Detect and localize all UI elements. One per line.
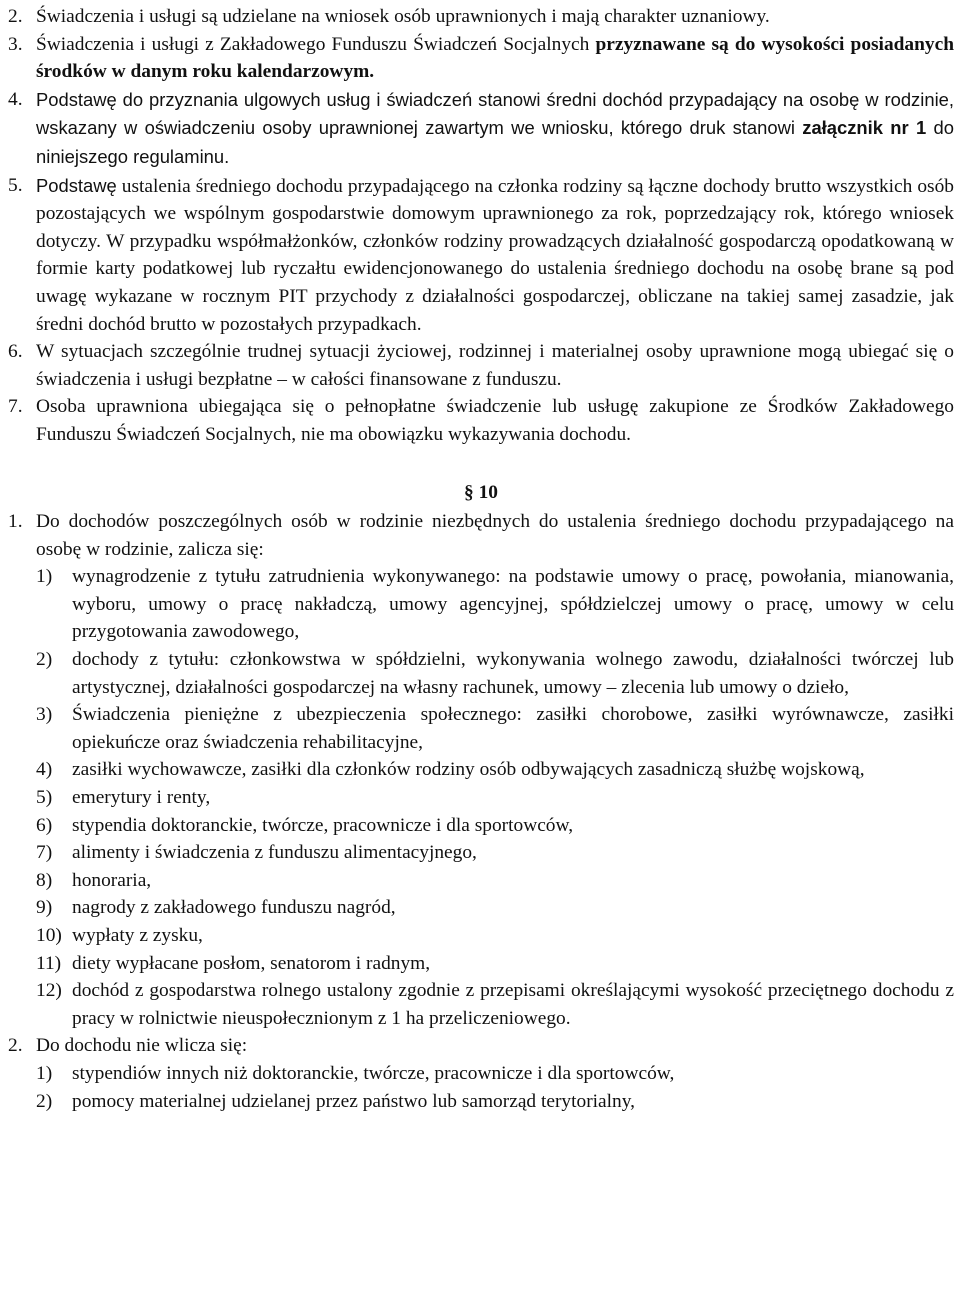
sub-item-number: 2) [36, 1090, 53, 1112]
sub-list-item [36, 784, 954, 812]
section-heading: § 10 [464, 481, 498, 503]
sub-item-number: 9) [36, 897, 53, 919]
list-item [8, 338, 954, 393]
sub-list-item [36, 563, 954, 646]
sub-item-number: 3) [36, 704, 53, 726]
item-text-plain: Świadczenia i usługi z Zakładowego Funduszu Świadczeń Socjalnych [36, 33, 596, 55]
sub-list-item [36, 812, 954, 840]
sub-list [8, 563, 954, 1032]
sub-item-text: pomocy materialnej udzielanej przez państwo lub samorząd terytorialny, [72, 1090, 636, 1112]
item-text: Do dochodów poszczególnych osób w rodzinie niezbędnych do ustalenia średniego dochodu przypadającego na osobę w rodzinie, zalicza się: [36, 511, 954, 560]
item-text [36, 172, 954, 339]
list-item [8, 31, 954, 86]
sub-item-text: wypłaty z zysku, [72, 925, 203, 946]
attachment-reference: załącznik nr 1 [802, 117, 927, 139]
sub-item-text: dochody z tytułu: członkowstwa w spółdzielni, wykonywania wolnego zawodu, działalności twórczej lub artystycznej, działalności gospodarczej na własny rachunek, umowy – zlecenia lub umowy o dzieło, [72, 649, 954, 698]
item-number: 5. [8, 174, 23, 196]
item-text-post: do niniejszego regulaminu. [36, 117, 954, 167]
sub-item-number: 8) [36, 869, 53, 891]
sub-item-number: 1) [36, 566, 53, 588]
sub-item-number: 10) [36, 925, 62, 946]
sub-item-text: nagrody z zakładowego funduszu nagród, [72, 897, 396, 919]
list-item [8, 172, 954, 339]
sub-list-item [36, 839, 954, 867]
sub-list-item [36, 756, 954, 784]
sub-item-number: 12) [36, 980, 62, 1002]
item-text-pre: Podstawę do przyznania ulgowych usług i świadczeń stanowi średni dochód przypadający na osobę w rodzinie, wskazany w oświadczeniu osoby uprawnionej zawartym we wniosku, którego druk stanowi [36, 88, 954, 139]
sub-item-text: emerytury i renty, [72, 787, 211, 809]
item-text: W sytuacjach szczególnie trudnej sytuacji życiowej, rodzinnej i materialnej osoby uprawnione mogą ubiegać się o świadczenia i usługi bezpłatne – w całości finansowane z funduszu. [36, 341, 954, 390]
item-text-rest: ustalenia średniego dochodu przypadającego na członka rodziny są łączne dochody brutto wszystkich osób pozostających we wspólnym gospodarstwie domowym uprawnionego za rok, poprzedzający rok, którego wniosek dotyczy. W przypadku współmałżonków, członków rodziny prowadzących działalność gospodarczą opodatkowaną w formie karty podatkowej lub ryczałtu ewidencjonowanego do ustalenia średniego dochodu na osobę brane są pod uwagę wykazane w rocznym PIT przychody z działalności gospodarczej, obliczane na takiej samej zasadzie, jak średni dochód brutto w pozostałych przypadkach. [36, 175, 954, 335]
sub-item-text: stypendiów innych niż doktoranckie, twórcze, pracownicze i dla sportowców, [72, 1062, 675, 1084]
item-number: 1. [8, 511, 23, 533]
sub-list-item [36, 977, 954, 1032]
list-item [8, 86, 954, 172]
sub-item-text: zasiłki wychowawcze, zasiłki dla członków rodziny osób odbywających zasadniczą służbę wojskową, [72, 759, 865, 781]
sub-item-number: 1) [36, 1062, 53, 1084]
sub-list-item [36, 1088, 954, 1116]
sub-item-text: dochód z gospodarstwa rolnego ustalony zgodnie z przepisami określającymi wysokość przeciętnego dochodu z pracy w rolnictwie nieuspołecznionym z 1 ha przeliczeniowego. [72, 980, 954, 1029]
item-number: 4. [8, 88, 23, 110]
sub-item-text: diety wypłacane posłom, senatorom i radnym, [72, 952, 431, 974]
item-text-first-word: Podstawę [36, 174, 117, 196]
item-number: 2. [8, 6, 23, 27]
sub-item-text: wynagrodzenie z tytułu zatrudnienia wykonywanego: na podstawie umowy o pracę, powołania, mianowania, wyboru, umowy o pracę nakładczą, umowy agencyjnej, spółdzielczej umowy o pracę, umowy w celu przygotowania zawodowego, [72, 566, 954, 643]
list-item [8, 1032, 954, 1060]
item-text [36, 86, 954, 172]
sub-item-text: alimenty i świadczenia z funduszu alimentacyjnego, [72, 842, 477, 864]
sub-list-item [36, 867, 954, 895]
item-text: Do dochodu nie wlicza się: [36, 1035, 248, 1057]
sub-item-text: stypendia doktoranckie, twórcze, pracownicze i dla sportowców, [72, 814, 574, 836]
sub-item-text: honoraria, [72, 869, 152, 891]
list-item [8, 393, 954, 448]
sub-list-item [36, 1060, 954, 1088]
item-number: 7. [8, 396, 23, 418]
item-number: 6. [8, 341, 23, 363]
list-item [8, 3, 954, 31]
sub-item-text: Świadczenia pieniężne z ubezpieczenia społecznego: zasiłki chorobowe, zasiłki wyrównawcze, zasiłki opiekuńcze oraz świadczenia rehabilitacyjne, [72, 704, 954, 753]
sub-list-item [36, 701, 954, 756]
sub-item-number: 2) [36, 649, 53, 671]
sub-item-number: 7) [36, 842, 53, 864]
sub-item-number: 11) [36, 952, 62, 974]
sub-item-number: 6) [36, 814, 53, 836]
item-text-bold: przyznawane są do wysokości posiadanych środków w danym roku kalendarzowym. [36, 33, 954, 83]
item-text: Świadczenia i usługi są udzielane na wniosek osób uprawnionych i mają charakter uznaniowy. [36, 6, 770, 27]
list-item [8, 508, 954, 563]
sub-list-item [36, 922, 954, 950]
item-text [36, 31, 954, 86]
sub-list-item [36, 646, 954, 701]
sub-item-number: 4) [36, 759, 53, 781]
item-number: 3. [8, 33, 23, 55]
sub-list-item [36, 950, 954, 978]
sub-item-number: 5) [36, 787, 53, 809]
item-number: 2. [8, 1035, 23, 1057]
sub-list [8, 1060, 954, 1115]
item-text: Osoba uprawniona ubiegająca się o pełnopłatne świadczenie lub usługę zakupione ze Środków Zakładowego Funduszu Świadczeń Socjalnych, nie ma obowiązku wykazywania dochodu. [36, 396, 954, 445]
sub-list-item [36, 894, 954, 922]
